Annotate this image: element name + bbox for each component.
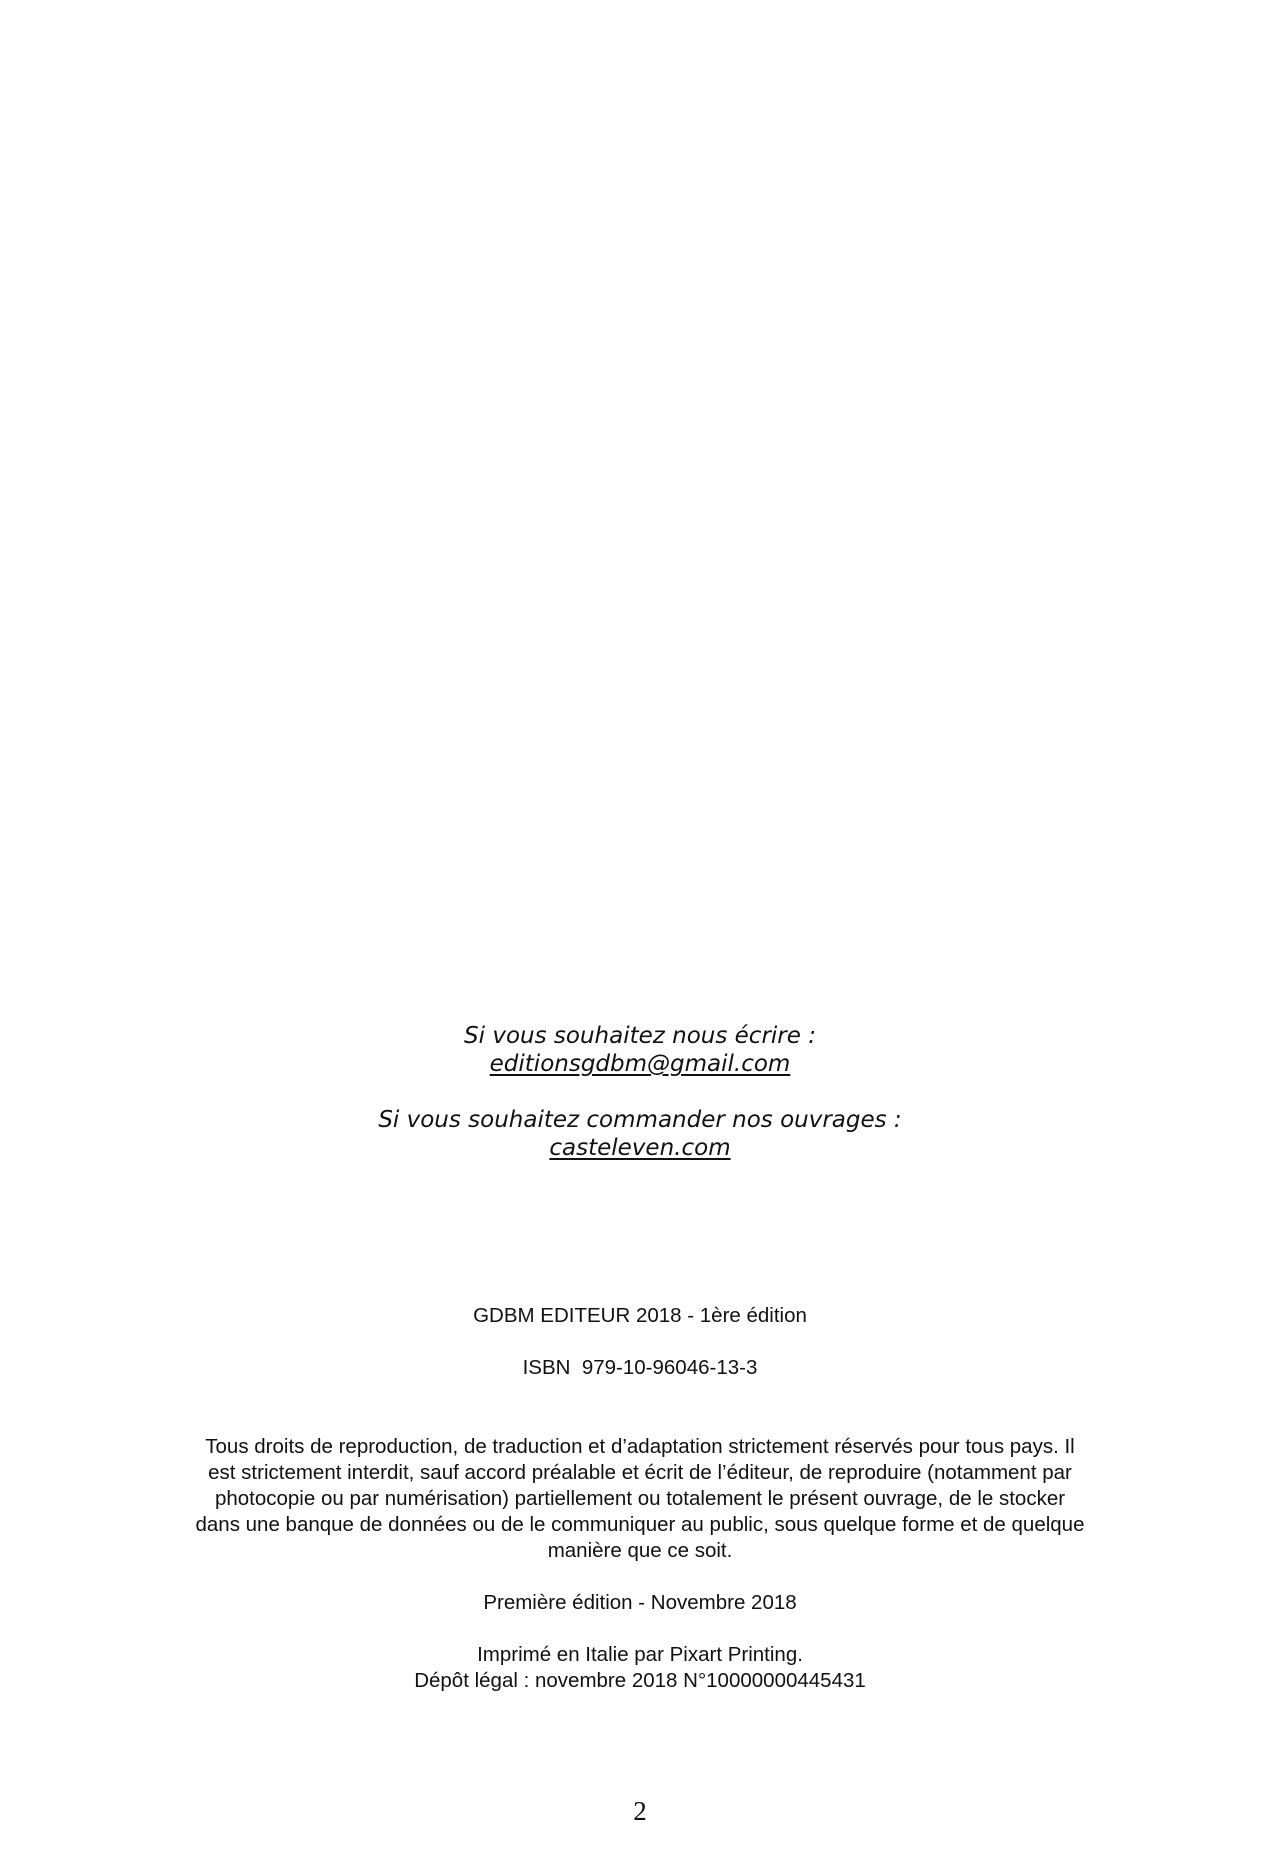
- rights-notice: Tous droits de reproduction, de traduction et d’adaptation strictement réservés pour tous pays. Il est strictement interdit, sauf accord préalable et écrit de l’éditeur, de reproduire (notamment par photocopie ou par numérisation) partiellement ou totalement le présent ouvrage, de le stocker dans une banque de données ou de le communiquer au public, sous quelque forme et de quelque manière que ce soit.: [195, 1435, 1085, 1562]
- email-link[interactable]: editionsgdbm@gmail.com: [489, 1051, 791, 1077]
- website-link[interactable]: casteleven.com: [549, 1135, 731, 1161]
- legal-deposit-line: Dépôt légal : novembre 2018 N°10000000445431: [414, 1669, 866, 1692]
- printed-line: Imprimé en Italie par Pixart Printing.: [477, 1643, 803, 1666]
- spacer: [0, 1078, 1280, 1106]
- first-edition-line: Première édition - Novembre 2018: [483, 1591, 797, 1614]
- printing-info: [0, 1642, 1280, 1694]
- isbn-line: ISBN 979-10-96046-13-3: [522, 1356, 758, 1379]
- order-label: Si vous souhaitez commander nos ouvrages :: [378, 1107, 902, 1133]
- edition-line: GDBM EDITEUR 2018 - 1ère édition: [473, 1304, 807, 1327]
- page-number: 2: [633, 1796, 647, 1826]
- contact-block: [0, 1022, 1280, 1162]
- write-label: Si vous souhaitez nous écrire :: [464, 1023, 816, 1049]
